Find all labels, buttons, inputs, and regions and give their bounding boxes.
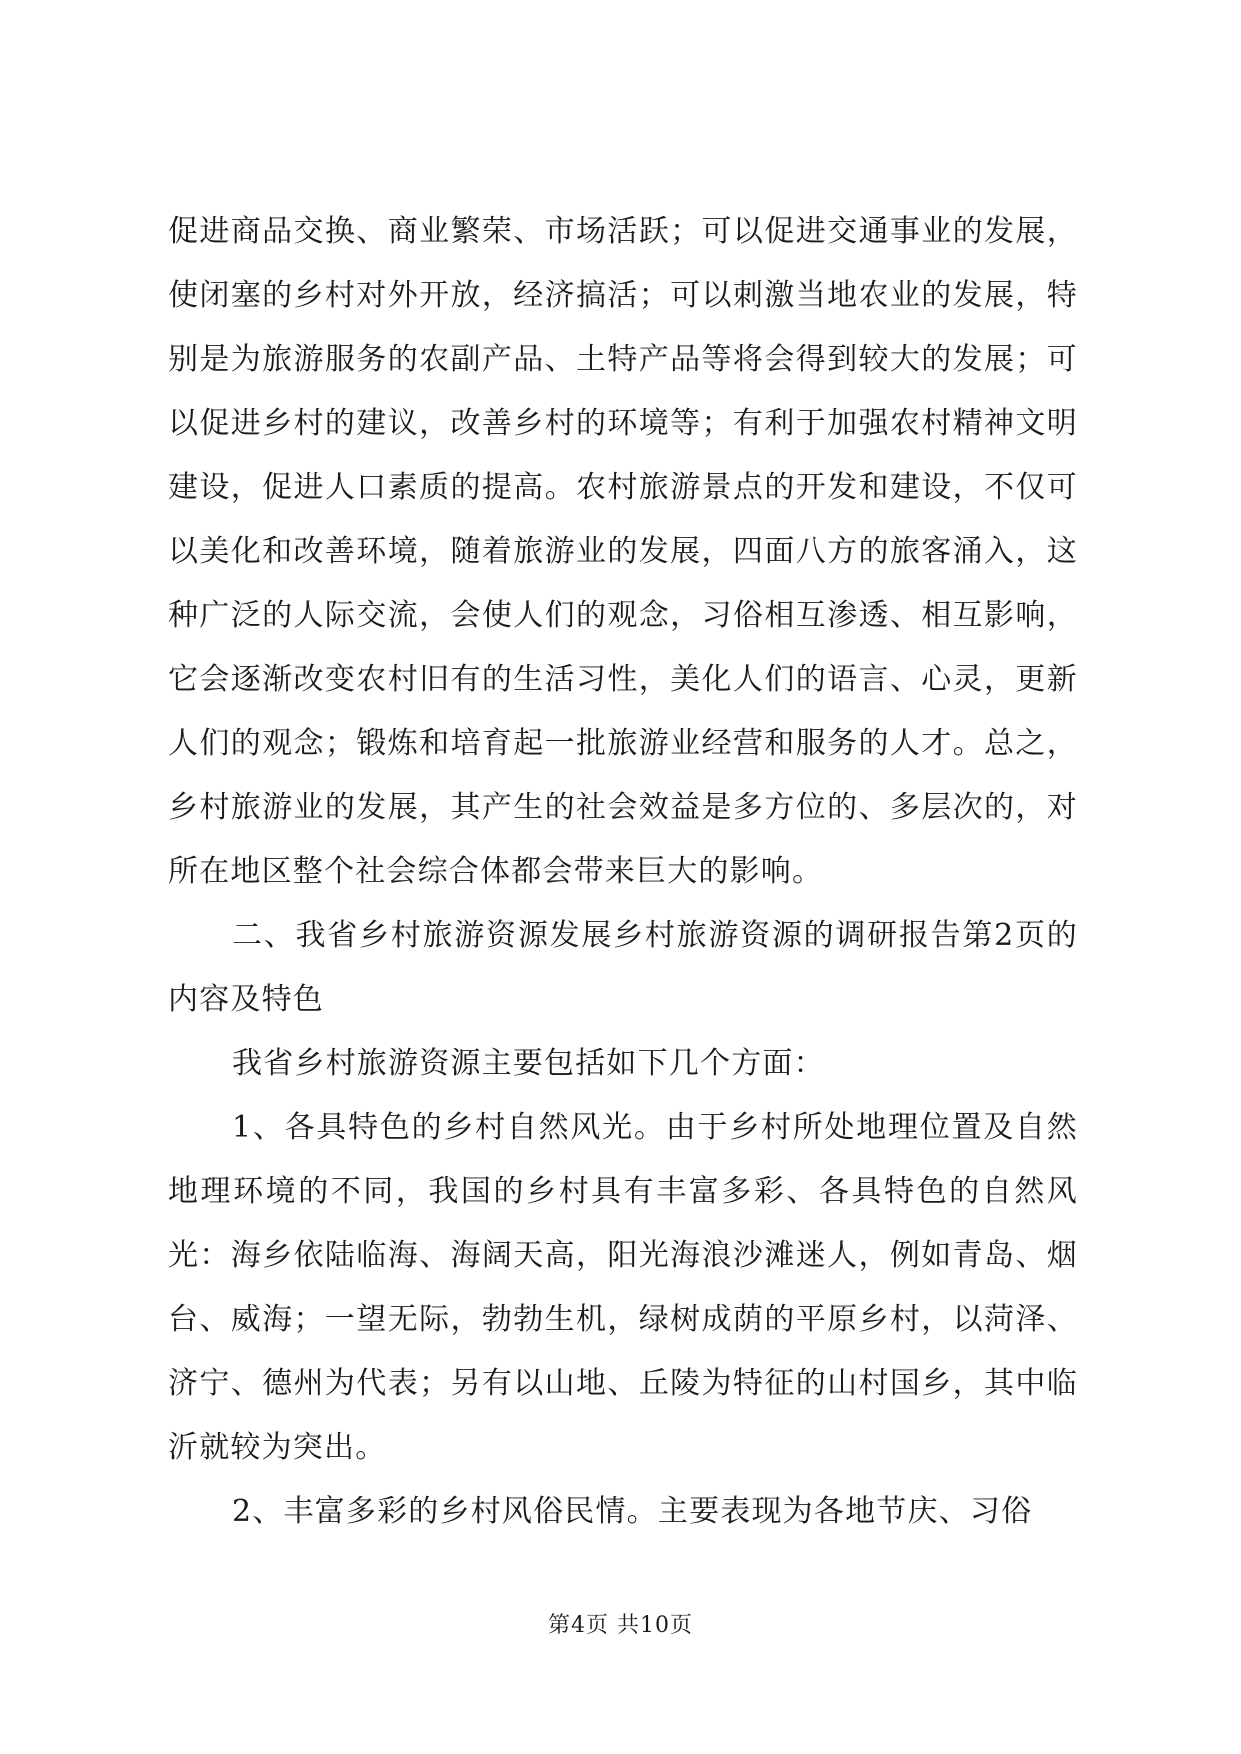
body-text [168, 200, 1078, 1544]
paragraph-folk-customs: 2、丰富多彩的乡村风俗民情。主要表现为各地节庆、习俗 [232, 1494, 1033, 1529]
section-heading-resources: 二、我省乡村旅游资源发展乡村旅游资源的调研报告第2页的内容及特色 [168, 918, 1078, 1017]
paragraph-natural-scenery: 1、各具特色的乡村自然风光。由于乡村所处地理位置及自然地理环境的不同，我国的乡村具有丰富多彩、各具特色的自然风光：海乡依陆临海、海阔天高，阳光海浪沙滩迷人，例如青岛、烟台、威海；一望无际，勃勃生机，绿树成荫的平原乡村，以菏泽、济宁、德州为代表；另有以山地、丘陵为特征的山村国乡，其中临沂就较为突出。 [168, 1110, 1078, 1465]
paragraph-social-benefits: 促进商品交换、商业繁荣、市场活跃；可以促进交通事业的发展，使闭塞的乡村对外开放，经济搞活；可以刺激当地农业的发展，特别是为旅游服务的农副产品、土特产品等将会得到较大的发展；可以促进乡村的建议，改善乡村的环境等；有利于加强农村精神文明建设，促进人口素质的提高。农村旅游景点的开发和建设，不仅可以美化和改善环境，随着旅游业的发展，四面八方的旅客涌入，这种广泛的人际交流，会使人们的观念，习俗相互渗透、相互影响，它会逐渐改变农村旧有的生活习性，美化人们的语言、心灵，更新人们的观念；锻炼和培育起一批旅游业经营和服务的人才。总之，乡村旅游业的发展，其产生的社会效益是多方位的、多层次的，对所在地区整个社会综合体都会带来巨大的影响。 [168, 214, 1078, 889]
page-footer: 第4页 共10页 [548, 1613, 693, 1638]
paragraph-resources-intro: 我省乡村旅游资源主要包括如下几个方面： [232, 1046, 825, 1081]
